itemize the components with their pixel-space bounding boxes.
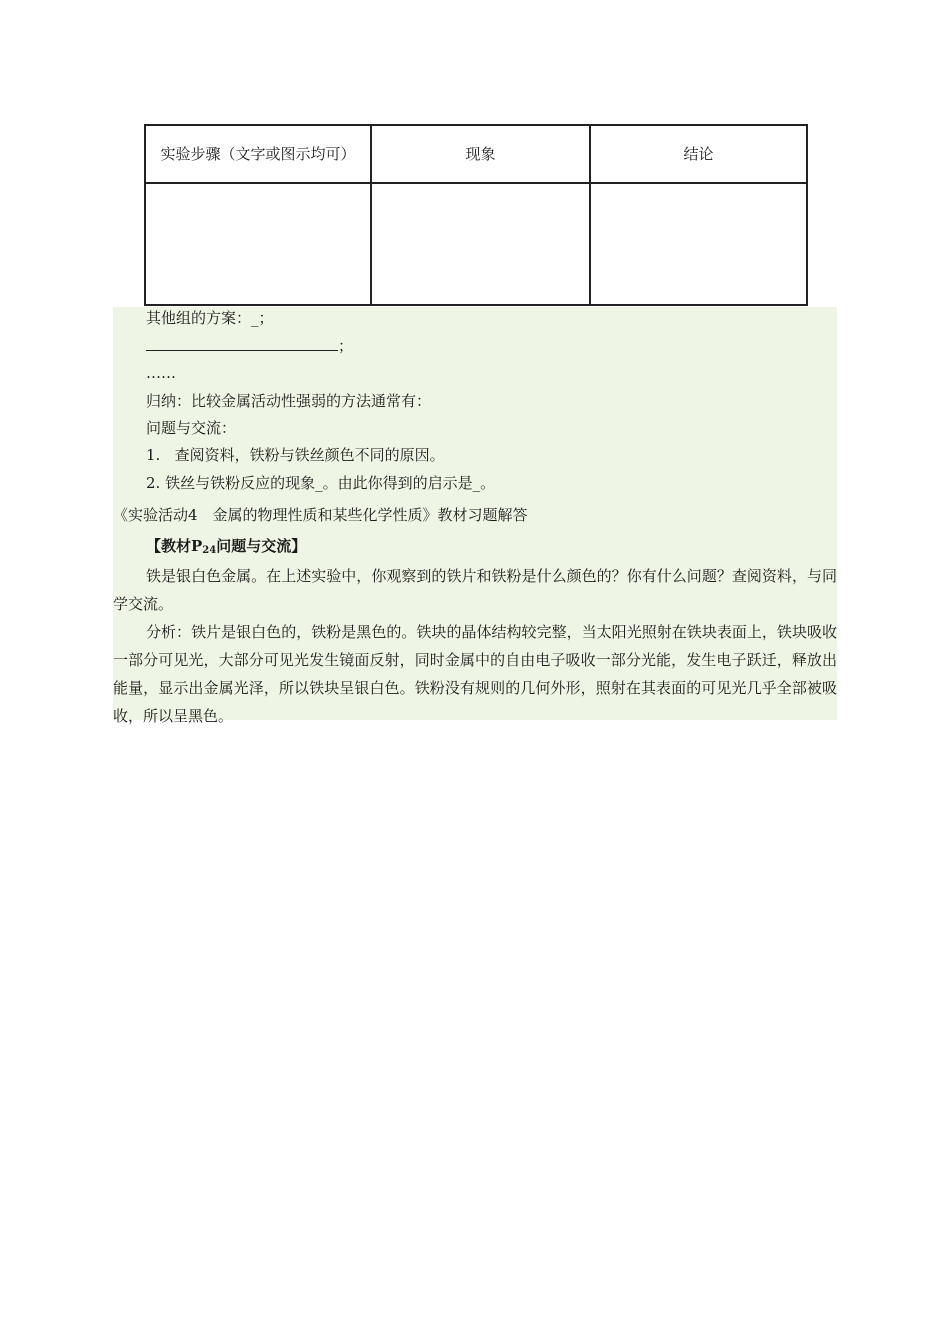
cell-steps[interactable] — [145, 183, 371, 305]
qa-heading: 问题与交流： — [146, 419, 237, 437]
question-paragraph: 铁是银白色金属。在上述实验中，你观察到的铁片和铁粉是什么颜色的？你有什么问题？查阅资料，与同学交流。 — [113, 567, 837, 613]
experiment-table — [144, 124, 808, 306]
question-2 — [146, 470, 495, 496]
ref-suffix: 问题与交流】 — [216, 537, 307, 555]
question-1 — [146, 442, 445, 468]
cell-conclusion[interactable] — [590, 183, 807, 305]
answer-blank[interactable] — [146, 334, 338, 351]
ref-prefix: 【教材P — [146, 537, 203, 555]
ellipsis: …… — [146, 364, 176, 382]
answers-title: 《实验活动4 金属的物理性质和某些化学性质》教材习题解答 — [113, 506, 528, 524]
question-text: 查阅资料，铁粉与铁丝颜色不同的原因。 — [174, 446, 445, 464]
table-row — [145, 183, 807, 305]
ref-page-subscript: 24 — [202, 545, 217, 556]
other-groups-blank-line — [146, 333, 353, 359]
header-conclusion: 结论 — [590, 125, 807, 183]
cell-phenomenon[interactable] — [371, 183, 590, 305]
blank-semicolon: ； — [338, 337, 354, 355]
header-steps: 实验步骤（文字或图示均可） — [145, 125, 371, 183]
other-groups-label: 其他组的方案：_； — [146, 309, 274, 327]
table-header-row — [145, 125, 807, 183]
analysis-paragraph: 分析：铁片是银白色的，铁粉是黑色的。铁块的晶体结构较完整，当太阳光照射在铁块表面上，铁块吸收一部分可见光，大部分可见光发生镜面反射，同时金属中的自由电子吸收一部分光能，发生电子跃迁，释放出能量，显示出金属光泽，所以铁块呈银白色。铁粉没有规则的几何外形，照射在其表面的可见光几乎全部被吸收，所以呈黑色。 — [113, 623, 837, 725]
header-phenomenon: 现象 — [371, 125, 590, 183]
question-number: 1. — [146, 446, 161, 464]
question-number: 2. — [146, 474, 161, 492]
question-text: 铁丝与铁粉反应的现象_。由此你得到的启示是_。 — [165, 474, 496, 492]
summary-line: 归纳：比较金属活动性强弱的方法通常有： — [146, 392, 432, 410]
textbook-reference-heading — [146, 533, 306, 564]
